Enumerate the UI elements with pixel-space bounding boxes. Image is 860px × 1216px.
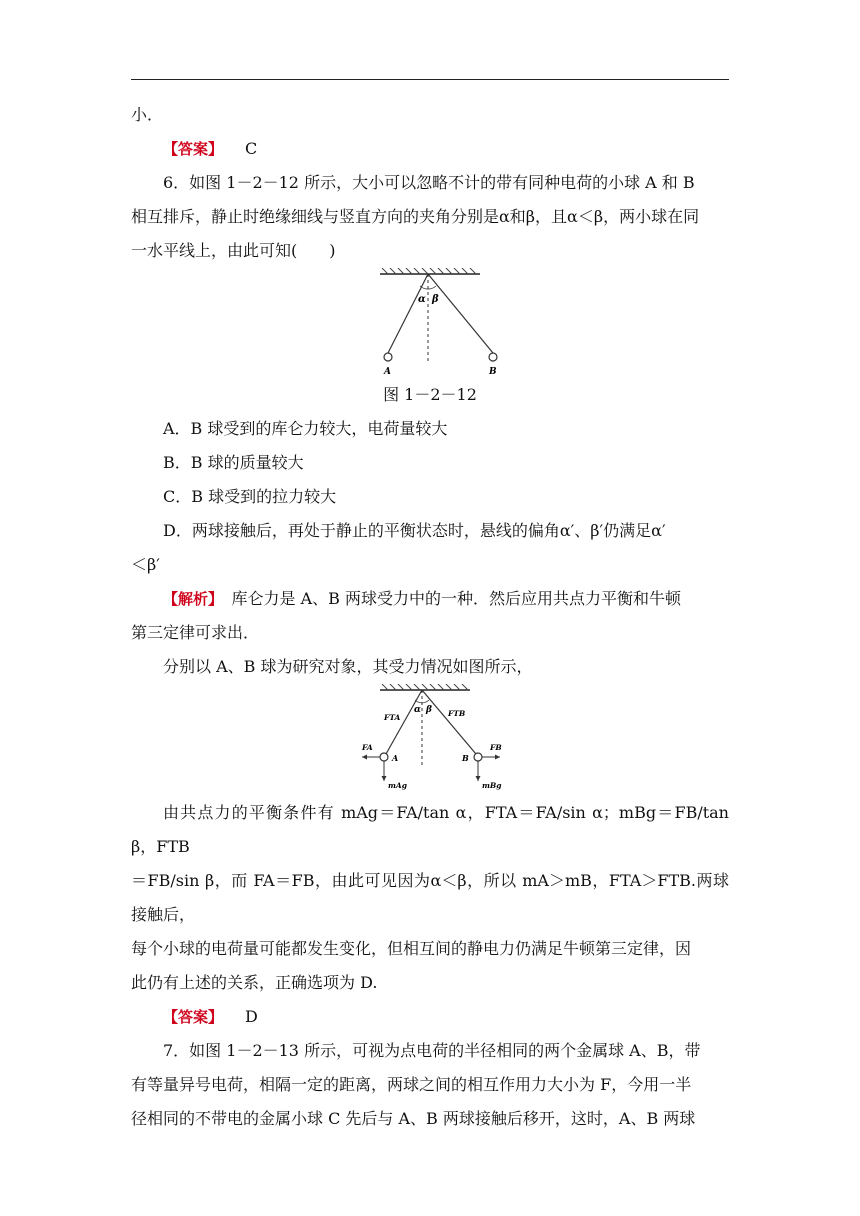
ball-a-label: A — [384, 367, 391, 377]
figure-force-diagram — [350, 684, 510, 796]
continuation-text: 小． — [131, 105, 164, 124]
fb-label: FB — [490, 743, 502, 752]
mbg-label: mBg — [482, 781, 502, 790]
option-a: A．B 球受到的库仑力较大，电荷量较大 — [163, 419, 448, 438]
mag-label: mAg — [388, 781, 407, 790]
analysis-text-1: 库仑力是 A、B 两球受力中的一种．然后应用共点力平衡和牛顿 — [231, 589, 682, 608]
option-b: B．B 球的质量较大 — [163, 453, 304, 472]
equation-line-4: 此仍有上述的关系，正确选项为 D. — [131, 973, 378, 992]
beta-label: β — [432, 294, 439, 305]
analysis-tag: 【解析】 — [163, 590, 216, 608]
answer-tag-2: 【答案】 — [163, 1008, 224, 1026]
header-rule — [131, 79, 729, 80]
ball-b-label: B — [489, 367, 497, 377]
figure-caption: 图 1－2－12 — [383, 385, 477, 404]
answer-value: C — [245, 139, 258, 158]
page-body — [131, 98, 729, 1136]
equation-line-3: 每个小球的电荷量可能都发生变化，但相互间的静电力仍满足牛顿第三定律，因 — [131, 939, 692, 958]
q7-line-3: 径相同的不带电的金属小球 C 先后与 A、B 两球接触后移开，这时，A、B 两球 — [131, 1109, 696, 1128]
force-ball-a-label: A — [392, 753, 399, 763]
beta-label-2: β — [426, 705, 432, 715]
option-d-continued: ＜β′ — [131, 555, 160, 574]
alpha-label: α — [418, 294, 426, 305]
q7-line-1: 7．如图 1－2－13 所示，可视为点电荷的半径相同的两个金属球 A、B，带 — [163, 1041, 701, 1060]
equation-line-1: 由共点力的平衡条件有 mAg＝FA/tan α，FTA＝FA/sin α；mBg＝FB/tan β，FTB — [131, 803, 729, 856]
answer-tag: 【答案】 — [163, 140, 224, 158]
q6-stem-line-2: 相互排斥，静止时绝缘细线与竖直方向的夹角分别是α和β，且α＜β，两小球在同 — [131, 207, 700, 226]
q6-stem-line-3: 一水平线上，由此可知( ) — [131, 241, 336, 260]
answer-line-2 — [131, 1000, 729, 1034]
alpha-label-2: α — [414, 705, 421, 715]
ftb-label: FTB — [448, 709, 466, 718]
figure-pendulum — [360, 268, 500, 378]
analysis-line-1 — [131, 582, 729, 616]
force-ball-b-label: B — [462, 753, 469, 763]
q6-stem-line-1: 6．如图 1－2－12 所示，大小可以忽略不计的带有同种电荷的小球 A 和 B — [163, 173, 695, 192]
fta-label: FTA — [384, 713, 401, 722]
q7-line-2: 有等量异号电荷，相隔一定的距离，两球之间的相互作用力大小为 F，今用一半 — [131, 1075, 692, 1094]
analysis-line-3: 分别以 A、B 球为研究对象，其受力情况如图所示， — [163, 657, 533, 676]
answer-line-1 — [131, 132, 729, 166]
equation-line-2: ＝FB/sin β，而 FA＝FB，由此可见因为α＜β，所以 mA＞mB，FTA＞FTB.两球接触后， — [131, 871, 729, 924]
analysis-line-2: 第三定律可求出． — [131, 623, 260, 642]
answer-value-2: D — [245, 1007, 258, 1026]
fa-label: FA — [362, 743, 373, 752]
option-d: D．两球接触后，再处于静止的平衡状态时，悬线的偏角α′、β′仍满足α′ — [163, 521, 666, 540]
option-c: C．B 球受到的拉力较大 — [163, 487, 337, 506]
